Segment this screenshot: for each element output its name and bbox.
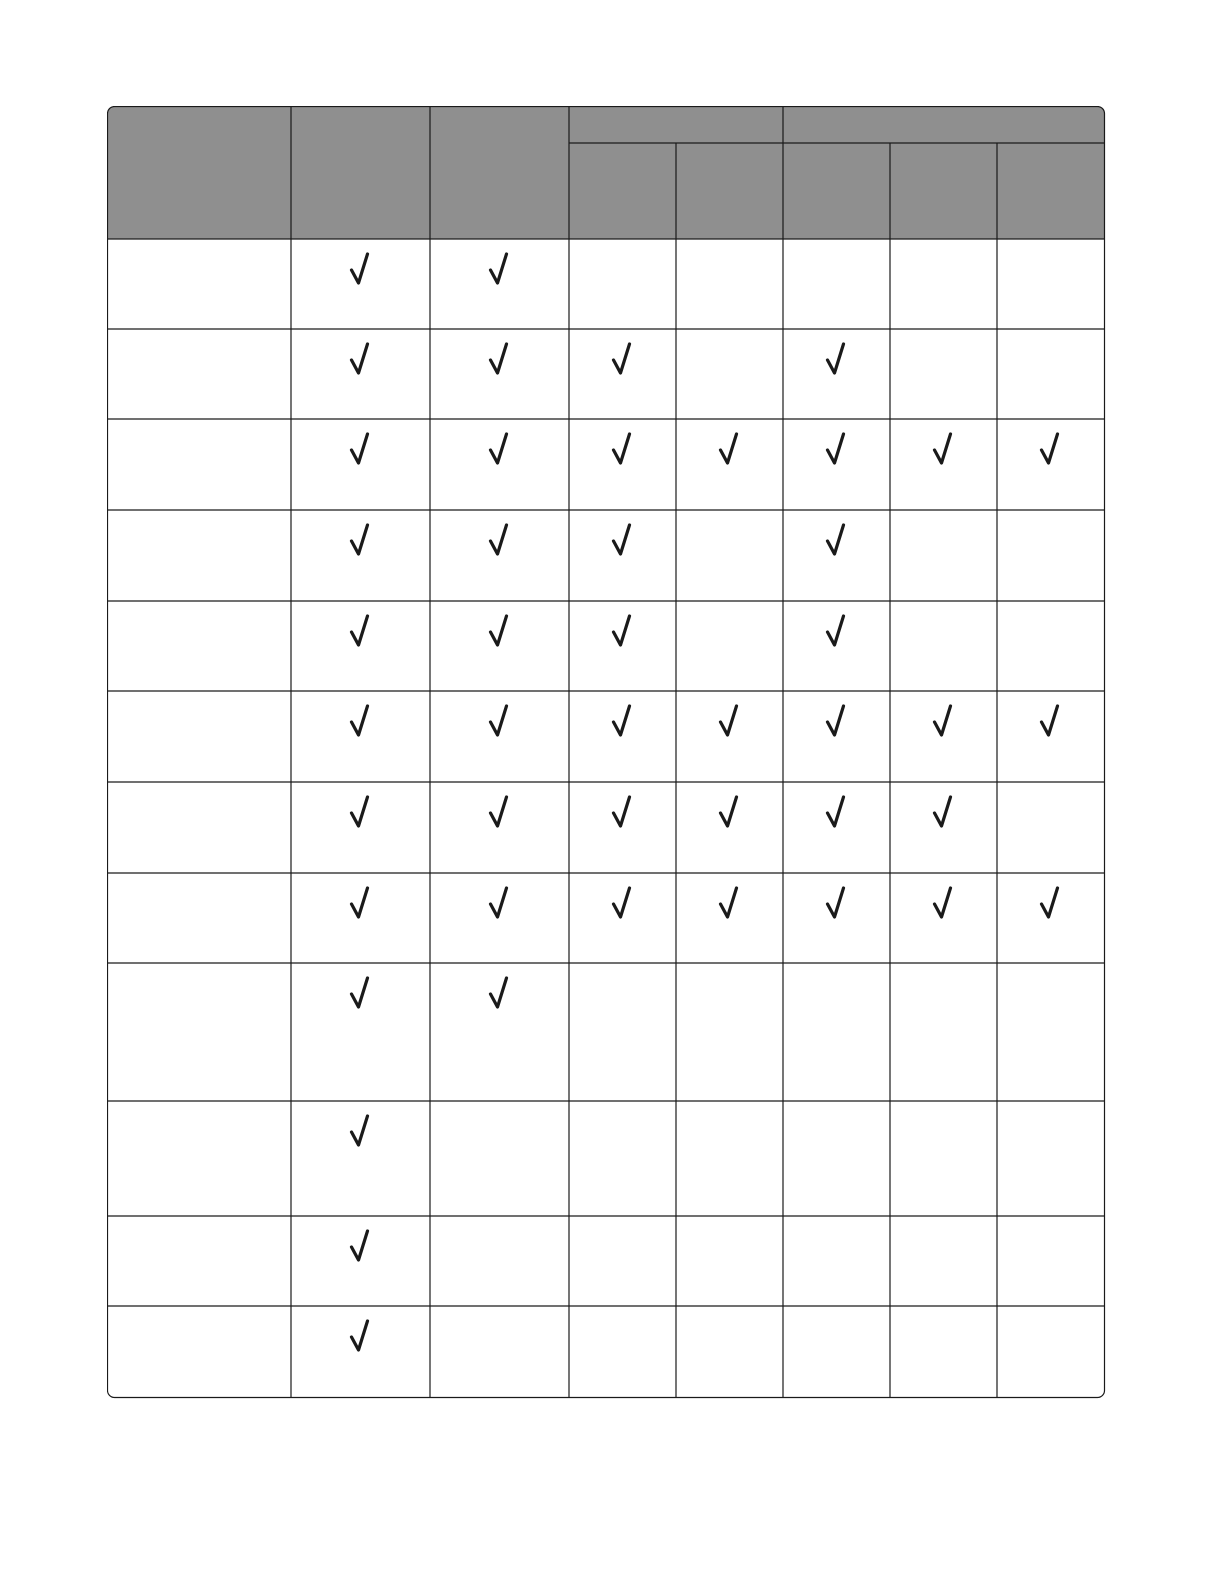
feature-matrix-table <box>107 106 1106 1399</box>
check-mark-icon <box>614 525 630 554</box>
check-mark-icon <box>828 434 844 463</box>
check-mark-icon <box>352 1321 368 1350</box>
check-mark-icon <box>1042 434 1058 463</box>
check-mark-icon <box>491 525 507 554</box>
check-mark-icon <box>491 978 507 1007</box>
check-mark-icon <box>491 797 507 826</box>
check-mark-icon <box>491 254 507 283</box>
check-mark-icon <box>935 797 951 826</box>
check-mark-icon <box>614 706 630 735</box>
check-mark-icon <box>828 797 844 826</box>
check-mark-icon <box>352 797 368 826</box>
check-mark-icon <box>1042 888 1058 917</box>
check-mark-icon <box>614 616 630 645</box>
check-mark-icon <box>491 706 507 735</box>
check-mark-icon <box>614 888 630 917</box>
check-mark-icon <box>352 254 368 283</box>
check-mark-icon <box>491 616 507 645</box>
check-mark-icon <box>352 1116 368 1145</box>
check-mark-icon <box>828 344 844 373</box>
check-mark-icon <box>828 525 844 554</box>
check-mark-icon <box>491 434 507 463</box>
check-mark-icon <box>352 978 368 1007</box>
check-mark-icon <box>721 797 737 826</box>
check-mark-icon <box>352 706 368 735</box>
check-mark-icon <box>828 616 844 645</box>
check-mark-icon <box>614 434 630 463</box>
check-mark-icon <box>352 525 368 554</box>
check-mark-icon <box>1042 706 1058 735</box>
check-mark-icon <box>352 888 368 917</box>
check-mark-icon <box>721 888 737 917</box>
check-mark-icon <box>352 1231 368 1260</box>
check-mark-icon <box>352 434 368 463</box>
check-mark-icon <box>935 706 951 735</box>
check-mark-icon <box>614 344 630 373</box>
check-mark-icon <box>614 797 630 826</box>
check-mark-icon <box>828 888 844 917</box>
check-mark-icon <box>935 434 951 463</box>
table-border <box>108 107 1105 1398</box>
header-background <box>108 107 1105 240</box>
check-mark-icon <box>721 434 737 463</box>
check-mark-icon <box>352 344 368 373</box>
check-mark-icon <box>935 888 951 917</box>
check-mark-icon <box>491 344 507 373</box>
check-mark-icon <box>828 706 844 735</box>
check-mark-icon <box>352 616 368 645</box>
check-mark-icon <box>491 888 507 917</box>
check-mark-icon <box>721 706 737 735</box>
